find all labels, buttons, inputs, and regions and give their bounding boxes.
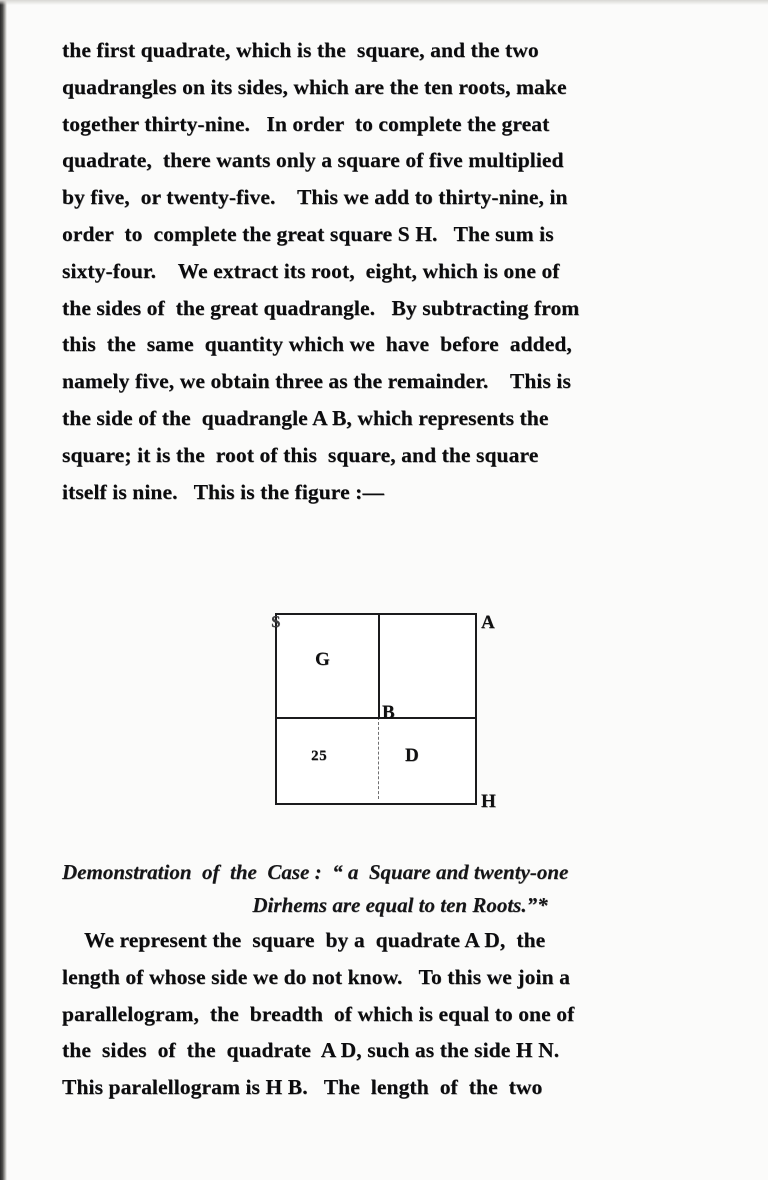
- figure-label-h: H: [481, 791, 497, 812]
- text-line: sixty-four. We extract its root, eight, which is one of: [62, 258, 560, 283]
- vertical-divider-lower-faint: [378, 717, 379, 799]
- text-line: namely five, we obtain three as the remainder. This is: [62, 369, 571, 394]
- figure-label-g: G: [315, 649, 331, 670]
- text-line: order to complete the great square S H. The sum is: [62, 221, 554, 246]
- text-line: This paralellogram is H B. The length of the two: [62, 1075, 543, 1100]
- text-line: length of whose side we do not know. To this we join a: [62, 964, 570, 989]
- heading-line-2: Dirhems are equal to ten Roots.”*: [252, 893, 548, 917]
- heading-line-1: Demonstration of the Case : “ a Square and twenty-one: [62, 860, 569, 884]
- outer-square-outline: [275, 613, 477, 805]
- figure-label-a: A: [481, 612, 496, 633]
- section-heading: [62, 856, 738, 922]
- figure-label-b: B: [382, 702, 395, 723]
- figure-label-d: D: [405, 745, 420, 766]
- text-line: together thirty-nine. In order to complete the great: [62, 111, 550, 136]
- text-line: the side of the quadrangle A B, which represents the: [62, 405, 549, 430]
- text-line: this the same quantity which we have before added,: [62, 332, 572, 357]
- vertical-divider-upper: [378, 613, 380, 717]
- text-line: the sides of the great quadrangle. By subtracting from: [62, 295, 580, 320]
- text-line: the first quadrate, which is the square, and the two: [62, 38, 539, 62]
- text-line: by five, or twenty-five. This we add to thirty-nine, in: [62, 185, 568, 210]
- text-line: quadrate, there wants only a square of five multiplied: [62, 148, 564, 173]
- geometric-square-diagram: [265, 605, 505, 820]
- text-line: quadrangles on its sides, which are the ten roots, make: [62, 74, 567, 99]
- text-line: We represent the square by a quadrate A D, the: [84, 928, 546, 952]
- paragraph-bottom: [62, 922, 738, 1106]
- horizontal-divider: [275, 717, 477, 719]
- text-line: parallelogram, the breadth of which is equal to one of: [62, 1001, 575, 1026]
- figure-label-s: S: [271, 612, 281, 631]
- paragraph-top: [62, 32, 738, 510]
- figure-label-25: 25: [311, 748, 328, 764]
- text-line: square; it is the root of this square, and the square: [62, 442, 539, 467]
- text-line: itself is nine. This is the figure :—: [62, 479, 385, 504]
- text-line: the sides of the quadrate A D, such as the side H N.: [62, 1038, 560, 1063]
